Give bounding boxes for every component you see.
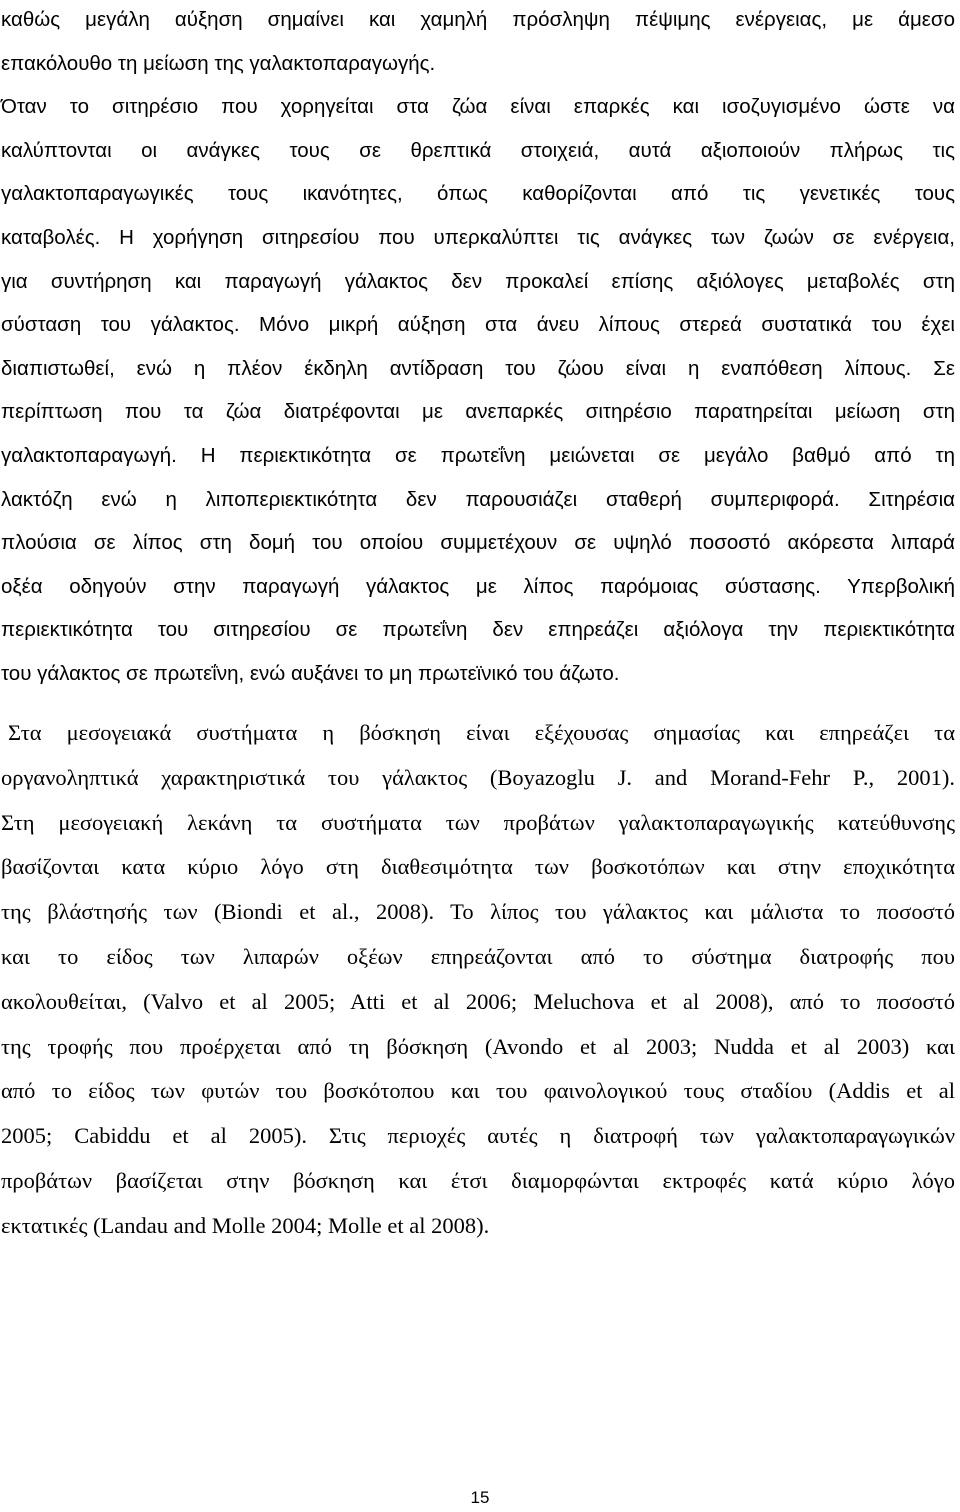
text-line: γαλακτοπαραγωγή. Η περιεκτικότητα σε πρωτεΐνη μειώνεται σε μεγάλο βαθμό από τη bbox=[1, 444, 955, 467]
text-line: και το είδος των λιπαρών οξέων επηρεάζονται από το σύστημα διατροφής που bbox=[1, 944, 955, 969]
text-line: Στη μεσογειακή λεκάνη τα συστήματα των προβάτων γαλακτοπαραγωγικής κατεύθυνσης bbox=[1, 809, 955, 835]
text-line: πλούσια σε λίπος στη δομή του οποίου συμμετέχουν σε υψηλό ποσοστό ακόρεστα λιπαρά bbox=[1, 531, 955, 555]
text-line: διαπιστωθεί, ενώ η πλέον έκδηλη αντίδραση του ζώου είναι η εναπόθεση λίπους. Σε bbox=[1, 356, 955, 380]
text-line: από το είδος των φυτών του βοσκότοπου και του φαινολογικού τους σταδίου (Addis et al bbox=[1, 1078, 955, 1104]
text-line: της βλάστησής των (Biondi et al., 2008). Το λίπος του γάλακτος και μάλιστα το ποσοστό bbox=[1, 899, 955, 925]
text-line: καταβολές. Η χορήγηση σιτηρεσίου που υπερκαλύπτει τις ανάγκες των ζωών σε ενέργεια, bbox=[1, 226, 955, 249]
text-line: εκτατικές (Landau and Molle 2004; Molle et al 2008). bbox=[1, 1212, 490, 1238]
text-line: καθώς μεγάλη αύξηση σημαίνει και χαμηλή πρόσληψη πέψιμης ενέργειας, με άμεσο bbox=[1, 8, 955, 31]
text-line: καλύπτονται οι ανάγκες τους σε θρεπτικά στοιχειά, αυτά αξιοποιούν πλήρως τις bbox=[1, 138, 955, 162]
text-line: οργανοληπτικά χαρακτηριστικά του γάλακτος (Boyazoglu J. and Morand-Fehr P., 2001). bbox=[1, 764, 955, 790]
text-line: περιεκτικότητα του σιτηρεσίου σε πρωτεΐνη δεν επηρεάζει αξιόλογα την περιεκτικότητα bbox=[1, 618, 955, 642]
text-line: γαλακτοπαραγωγικές τους ικανότητες, όπως καθορίζονται από τις γενετικές τους bbox=[1, 182, 955, 206]
text-line: επακόλουθο τη μείωση της γαλακτοπαραγωγής. bbox=[1, 51, 436, 75]
text-line: Όταν το σιτηρέσιο που χορηγείται στα ζώα είναι επαρκές και ισοζυγισμένο ώστε να bbox=[1, 95, 955, 119]
text-line: Στα μεσογειακά συστήματα η βόσκηση είναι εξέχουσας σημασίας και επηρεάζει τα bbox=[8, 720, 955, 745]
text-line: 2005; Cabiddu et al 2005). Στις περιοχές αυτές η διατροφή των γαλακτοπαραγωγικών bbox=[1, 1123, 955, 1149]
text-line: ακολουθείται, (Valvo et al 2005; Atti et al 2006; Meluchova et al 2008), από το ποσοστό bbox=[1, 988, 955, 1014]
text-line: οξέα οδηγούν στην παραγωγή γάλακτος με λίπος παρόμοιας σύστασης. Υπερβολική bbox=[1, 574, 955, 598]
text-line: του γάλακτος σε πρωτεΐνη, ενώ αυξάνει το μη πρωτεϊνικό του άζωτο. bbox=[1, 662, 620, 685]
text-line: σύσταση του γάλακτος. Μόνο μικρή αύξηση στα άνευ λίπους στερεά συστατικά του έχει bbox=[1, 313, 955, 337]
text-line: περίπτωση που τα ζώα διατρέφονται με ανεπαρκές σιτηρέσιο παρατηρείται μείωση στη bbox=[1, 400, 955, 424]
text-line: λακτόζη ενώ η λιποπεριεκτικότητα δεν παρουσιάζει σταθερή συμπεριφορά. Σιτηρέσια bbox=[1, 487, 955, 511]
text-line: της τροφής που προέρχεται από τη βόσκηση (Avondo et al 2003; Nudda et al 2003) και bbox=[1, 1033, 955, 1059]
text-line: προβάτων βασίζεται στην βόσκηση και έτσι διαμορφώνται εκτροφές κατά κύριο λόγο bbox=[1, 1168, 955, 1193]
text-line: για συντήρηση και παραγωγή γάλακτος δεν προκαλεί επίσης αξιόλογες μεταβολές στη bbox=[1, 269, 955, 293]
page-number: 15 bbox=[470, 1488, 490, 1507]
text-line: βασίζονται κατα κύριο λόγο στη διαθεσιμότητα των βοσκοτόπων και στην εποχικότητα bbox=[1, 854, 955, 880]
